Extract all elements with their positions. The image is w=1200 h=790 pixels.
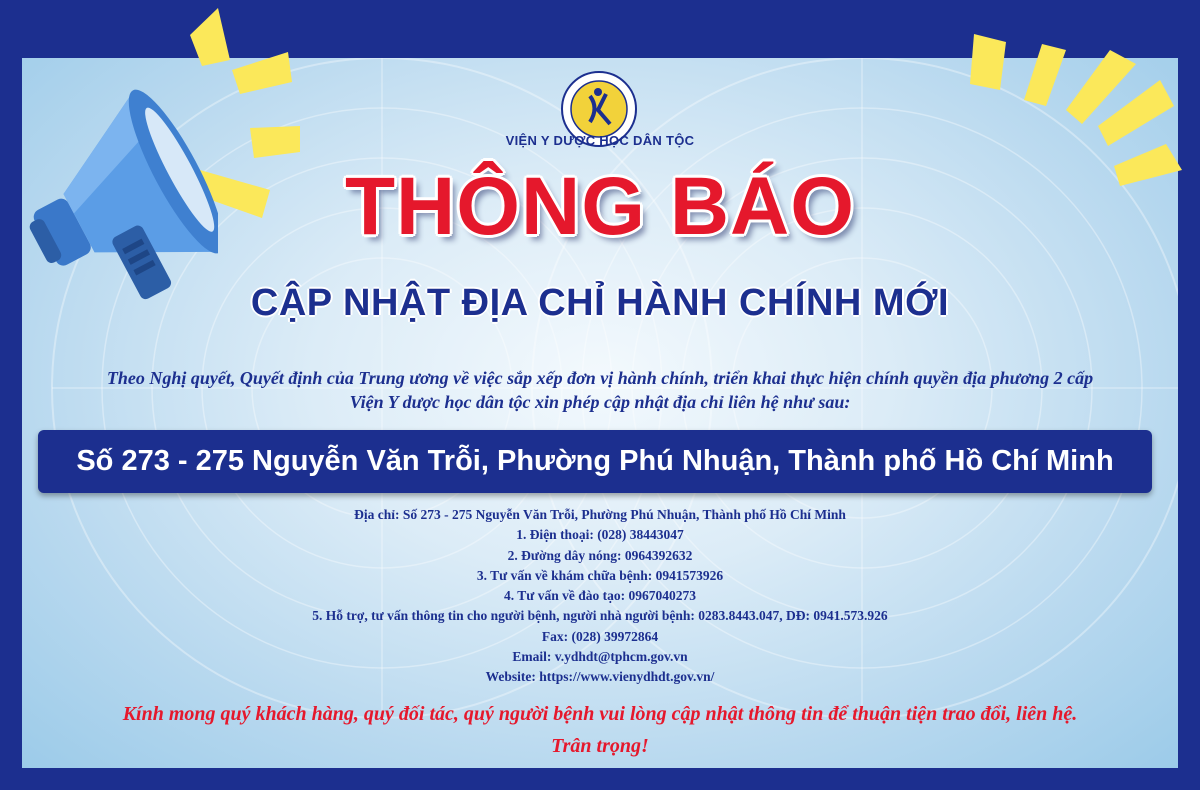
institute-name: VIỆN Y DƯỢC HỌC DÂN TỘC	[505, 133, 695, 148]
contact-details	[0, 505, 1200, 688]
intro-line: Viện Y dược học dân tộc xin phép cập nhật địa chỉ liên hệ như sau:	[349, 392, 851, 412]
closing-regards: Trân trọng!	[551, 735, 649, 757]
intro-text	[0, 366, 1200, 414]
page-subtitle: CẬP NHẬT ĐỊA CHỈ HÀNH CHÍNH MỚI	[250, 282, 950, 324]
page-title: THÔNG BÁO	[344, 161, 856, 252]
closing-message	[0, 698, 1200, 762]
contact-medical-advice: 3. Tư vấn về khám chữa bệnh: 0941573926	[476, 567, 724, 583]
address-banner-text: Số 273 - 275 Nguyễn Văn Trỗi, Phường Phú Nhuận, Thành phố Hồ Chí Minh	[76, 445, 1114, 477]
contact-hotline: 2. Đường dây nóng: 0964392632	[507, 547, 693, 563]
contact-address: Địa chỉ: Số 273 - 275 Nguyễn Văn Trỗi, Phường Phú Nhuận, Thành phố Hồ Chí Minh	[354, 507, 846, 522]
contact-email[interactable]: Email: v.ydhdt@tphcm.gov.vn	[512, 649, 688, 665]
contact-training-advice: 4. Tư vấn về đào tạo: 0967040273	[504, 588, 696, 604]
intro-line: Theo Nghị quyết, Quyết định của Trung ương về việc sắp xếp đơn vị hành chính, triển khai thực hiện chính quyền địa phương 2 cấp	[106, 368, 1094, 388]
contact-website[interactable]: Website: https://www.vienydhdt.gov.vn/	[485, 669, 715, 685]
contact-fax: Fax: (028) 39972864	[541, 628, 659, 644]
address-banner	[38, 430, 1152, 493]
closing-line: Kính mong quý khách hàng, quý đối tác, quý người bệnh vui lòng cập nhật thông tin để thuận tiện trao đổi, liên hệ.	[122, 703, 1078, 725]
contact-patient-support: 5. Hỗ trợ, tư vấn thông tin cho người bệnh, người nhà người bệnh: 0283.8443.047, DĐ: 0941.573.926	[312, 608, 888, 624]
contact-phone: 1. Điện thoại: (028) 38443047	[516, 527, 684, 543]
